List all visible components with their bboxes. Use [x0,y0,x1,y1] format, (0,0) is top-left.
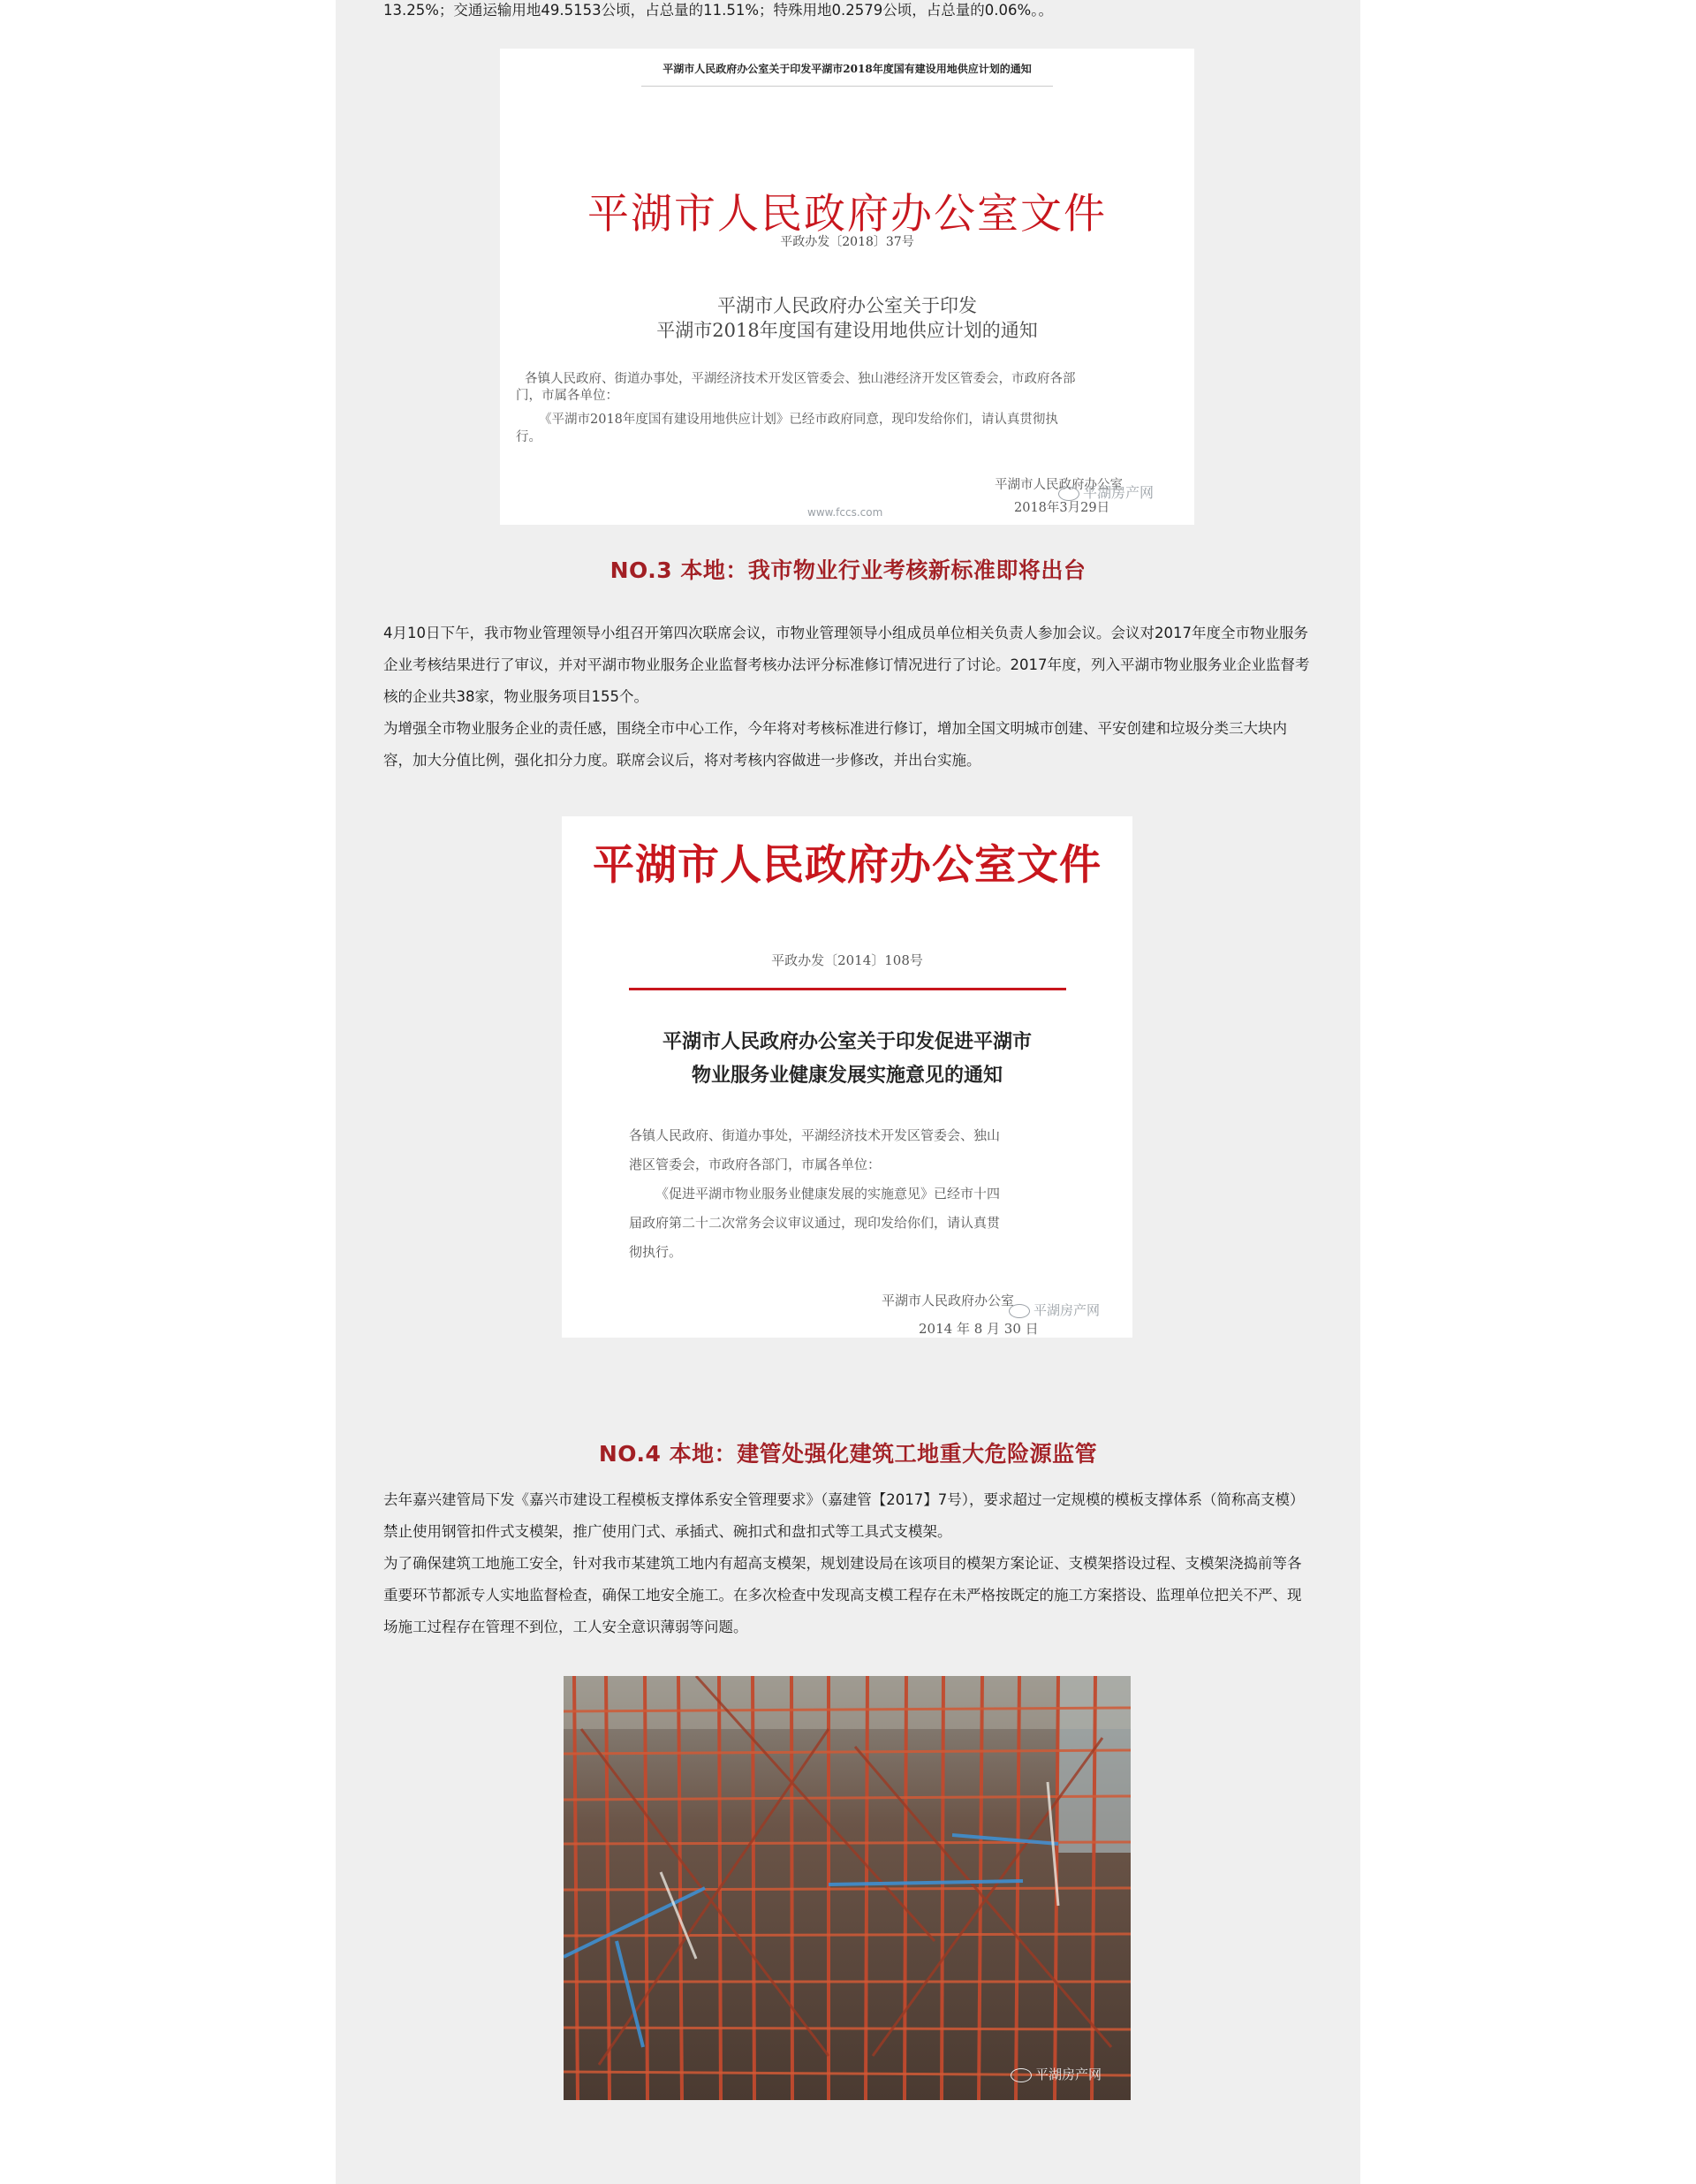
doc2-body-line2: 港区管委会，市政府各部门，市属各单位： [629,1156,882,1172]
doc2-subject-line1: 平湖市人民政府办公室关于印发促进平湖市 [662,1030,1032,1053]
doc-header-rule [641,86,1053,87]
wechat-icon [1009,1304,1030,1318]
doc2-number: 平政办发〔2014〕108号 [771,952,923,968]
doc2-body-line4: 届政府第二十二次常务会议审议通过，现印发给你们，请认真贯 [629,1215,1001,1231]
section3-paragraph1: 4月10日下午，我市物业管理领导小组召开第四次联席会议，市物业管理领导小组成员单位相关负责人参加会议。会议对2017年度全市物业服务企业考核结果进行了审议，并对平湖市物业服务企业监督考核办法评分标准修订情况进行了讨论。2017年度，列入平湖市物业服务业企业监督考核的企业共38家，物业服务项目155个。 [383,625,1310,705]
doc-site-watermark: www.fccs.com [807,506,883,519]
section4-paragraph1: 去年嘉兴建管局下发《嘉兴市建设工程模板支撑体系安全管理要求》（嘉建管【2017】7号），要求超过一定规模的模板支撑体系（简称高支模）禁止使用钢管扣件式支模架，推广使用门式、承插式、碗扣式和盘扣式等工具式支模架。 [383,1491,1305,1540]
watermark-text: 平湖房产网 [1034,1302,1101,1318]
document-image-land-supply [500,49,1194,525]
watermark-text: 平湖房产网 [1035,2066,1102,2082]
doc-header: 平湖市人民政府办公室关于印发平湖市2018年度国有建设用地供应计划的通知 [662,63,1032,75]
doc-body-line4: 行。 [516,430,541,444]
intro-paragraph-tail: 13.25%；交通运输用地49.5153公顷，占总量的11.51%；特殊用地0.2579公顷，占总量的0.06%。。 [383,2,1053,19]
doc-number: 平政办发〔2018〕37号 [780,235,914,249]
doc-watermark [1058,482,1154,502]
doc-signer: 平湖市人民政府办公室 [995,478,1123,492]
doc-date: 2018年3月29日 [1014,501,1110,515]
doc-subject-line2: 平湖市2018年度国有建设用地供应计划的通知 [656,320,1038,341]
section4-paragraph2: 为了确保建筑工地施工安全，针对我市某建筑工地内有超高支模架，规划建设局在该项目的模架方案论证、支模架搭设过程、支模架浇捣前等各重要环节都派专人实地监督检查，确保工地安全施工。在多次检查中发现高支模工程存在未严格按既定的施工方案搭设、监理单位把关不严、现场施工过程存在管理不到位，工人安全意识薄弱等问题。 [383,1555,1302,1635]
doc2-red-rule [629,988,1066,990]
doc2-body-line3: 《促进平湖市物业服务业健康发展的实施意见》已经市十四 [655,1186,1001,1202]
doc-body-line3: 《平湖市2018年度国有建设用地供应计划》已经市政府同意，现印发给你们，请认真贯彻执 [539,413,1058,427]
doc-body-line1: 各镇人民政府、街道办事处，平湖经济技术开发区管委会、独山港经济开发区管委会，市政府各部 [525,372,1076,386]
scaffolding-photo [564,1676,1131,2100]
watermark-text: 平湖房产网 [1083,484,1155,501]
doc2-date: 2014 年 8 月 30 日 [919,1321,1039,1337]
section3-paragraph2: 为增强全市物业服务企业的责任感，围绕全市中心工作，今年将对考核标准进行修订，增加全国文明城市创建、平安创建和垃圾分类三大块内容，加大分值比例，强化扣分力度。联席会议后，将对考核内容做进一步修改，并出台实施。 [383,720,1287,769]
document-image-property-service [562,816,1132,1338]
scaffolding-illustration [564,1676,1131,2100]
doc-title: 平湖市人民政府办公室文件 [587,190,1107,239]
photo-watermark [1011,2065,1102,2083]
doc2-signer: 平湖市人民政府办公室 [882,1293,1015,1308]
doc-body-line2: 门，市属各单位： [516,389,618,403]
doc2-body-line1: 各镇人民政府、街道办事处，平湖经济技术开发区管委会、独山 [629,1127,1001,1143]
doc2-body-line5: 彻执行。 [629,1244,683,1260]
doc2-subject-line2: 物业服务业健康发展实施意见的通知 [691,1064,1003,1087]
section4-heading: NO.4 本地：建管处强化建筑工地重大危险源监管 [598,1441,1098,1467]
section3-heading: NO.3 本地：我市物业行业考核新标准即将出台 [610,557,1086,583]
doc-subject-line1: 平湖市人民政府办公室关于印发 [717,295,977,316]
wechat-icon [1011,2068,1032,2082]
wechat-icon [1058,487,1079,501]
doc2-watermark [1009,1301,1100,1319]
doc2-title: 平湖市人民政府办公室文件 [593,841,1102,890]
article-column [336,0,1360,2184]
